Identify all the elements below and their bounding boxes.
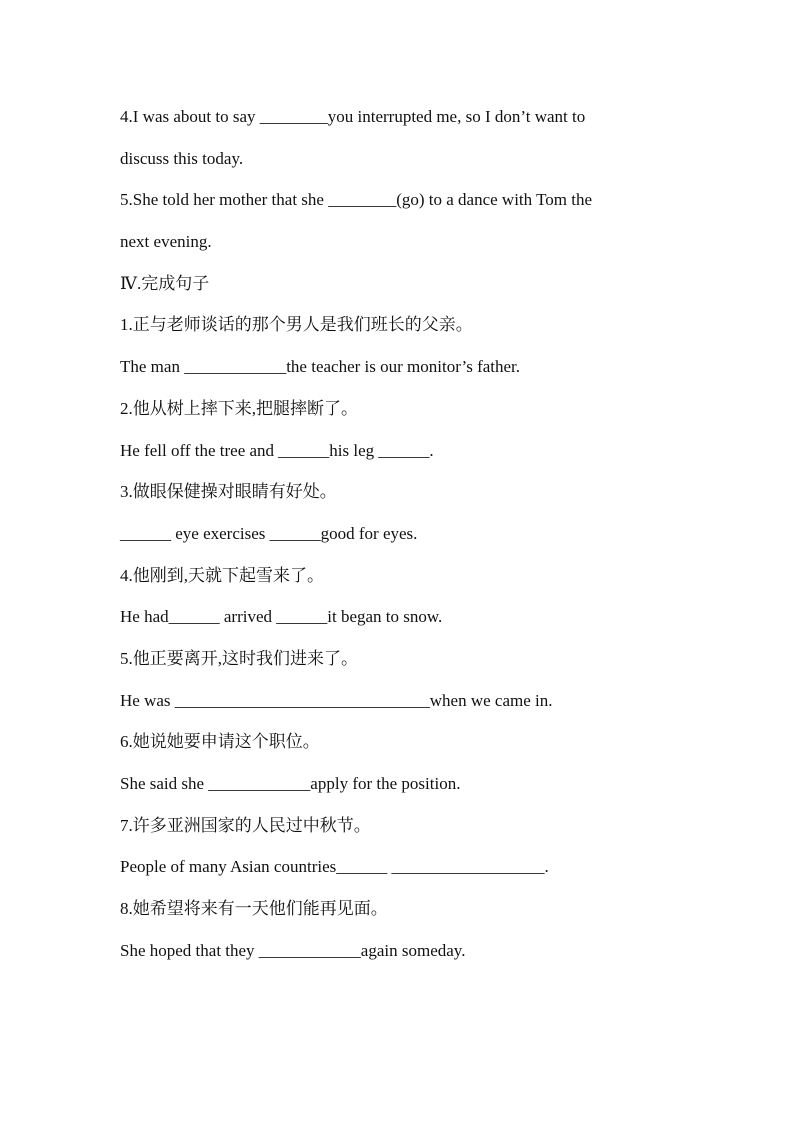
prompt-chinese-7: 7.许多亚洲国家的人民过中秋节。 xyxy=(120,815,371,835)
prompt-chinese-2: 2.他从树上摔下来,把腿摔断了。 xyxy=(120,398,358,418)
exercise-line-4: 4.I was about to say ________you interrupted me, so I don’t want to xyxy=(120,107,586,126)
section-heading: Ⅳ.完成句子 xyxy=(120,273,210,293)
prompt-chinese-4: 4.他刚到,天就下起雪来了。 xyxy=(120,565,324,585)
prompt-chinese-3: 3.做眼保健操对眼睛有好处。 xyxy=(120,482,337,502)
prompt-chinese-1: 1.正与老师谈话的那个男人是我们班长的父亲。 xyxy=(120,315,473,335)
sentence-english-7: People of many Asian countries______ __________________. xyxy=(120,857,549,877)
exercise-line-4-continued: discuss this today. xyxy=(120,148,244,168)
sentence-english-5: He was ______________________________when we came in. xyxy=(120,690,553,710)
sentence-english-4: He had______ arrived ______it began to snow. xyxy=(120,607,443,627)
sentence-english-8: She hoped that they ____________again someday. xyxy=(120,940,466,960)
prompt-chinese-8: 8.她希望将来有一天他们能再见面。 xyxy=(120,899,388,919)
sentence-english-6: She said she ____________apply for the position. xyxy=(120,774,461,793)
prompt-chinese-6: 6.她说她要申请这个职位。 xyxy=(120,732,320,752)
worksheet-page xyxy=(120,100,680,975)
sentence-english-2: He fell off the tree and ______his leg ______. xyxy=(120,440,434,460)
exercise-line-5-continued: next evening. xyxy=(120,232,212,252)
prompt-chinese-5: 5.他正要离开,这时我们进来了。 xyxy=(120,648,358,668)
exercise-line-5: 5.She told her mother that she ________(go) to a dance with Tom the xyxy=(120,190,593,210)
sentence-english-1: The man ____________the teacher is our monitor’s father. xyxy=(120,357,521,377)
sentence-english-3: ______ eye exercises ______good for eyes. xyxy=(120,523,418,543)
